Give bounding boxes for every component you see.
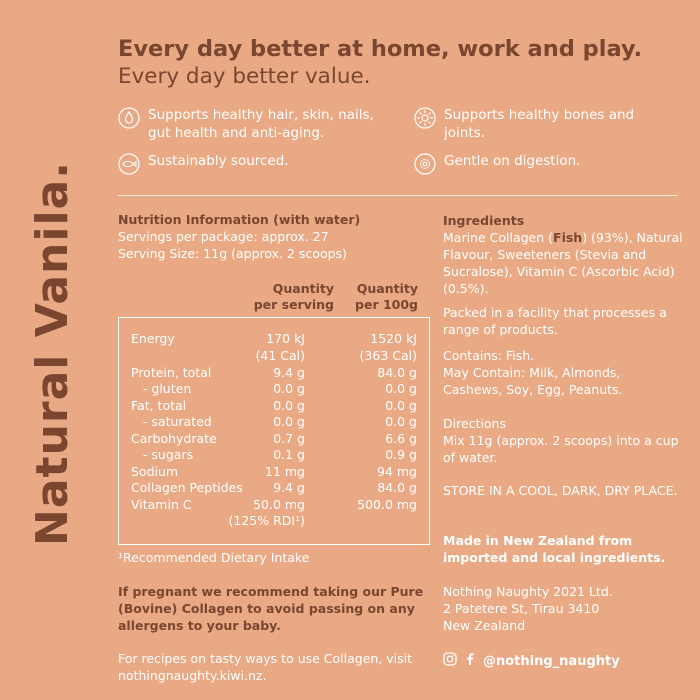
value-per-serving: 0.7 g [273, 431, 305, 446]
value-per-100g: (363 Cal) [359, 348, 417, 363]
servings-per-package: Servings per package: approx. 27 [118, 229, 329, 244]
value-per-serving: 9.4 g [273, 480, 305, 495]
row-label: Vitamin C [131, 497, 192, 512]
feature-text: Sustainably sourced. [148, 153, 289, 169]
feature-text: Supports healthy hair, skin, nails, gut health and anti-aging. [148, 107, 374, 141]
value-per-serving: (125% RDI¹) [228, 513, 305, 528]
column-header-line: per 100g [355, 297, 418, 312]
row-label: - sugars [131, 447, 194, 462]
nutrition-heading: Nutrition Information (with water) [118, 212, 361, 227]
row-label: Collagen Peptides [131, 480, 243, 495]
row-label: Energy [131, 331, 175, 346]
value-per-serving: 11 mg [265, 464, 305, 479]
value-per-serving: 9.4 g [273, 365, 305, 380]
table-row [119, 381, 429, 398]
company-name: Nothing Naughty 2021 Ltd. [443, 584, 613, 599]
row-label: - gluten [131, 381, 192, 396]
value-per-100g: 1520 kJ [370, 331, 417, 346]
feature-text: Gentle on digestion. [444, 153, 581, 169]
row-label: Protein, total [131, 365, 212, 380]
table-row [119, 365, 429, 382]
value-per-100g: 84.0 g [377, 480, 417, 495]
value-per-serving: 170 kJ [266, 331, 305, 346]
ingredients-text [443, 229, 683, 297]
made-in-nz: Made in New Zealand from imported and local ingredients. [443, 533, 666, 565]
column-header-per-100g [336, 281, 418, 313]
value-per-100g: 84.0 g [377, 365, 417, 380]
table-row [119, 431, 429, 448]
feature-sustainable [118, 152, 398, 175]
product-name-vertical [22, 160, 82, 546]
directions-heading: Directions [443, 416, 506, 431]
row-label: Sodium [131, 464, 179, 479]
storage-note: STORE IN A COOL, DARK, DRY PLACE. [443, 483, 678, 498]
ingredients-part: ) (93%), Natural Flavour, Sweeteners (Stevia and Sucralose), Vitamin C (Ascorbic Acid) (0.5%). [443, 230, 683, 296]
value-per-serving: 0.1 g [273, 447, 305, 462]
table-row [119, 497, 429, 514]
table-row [119, 513, 429, 530]
country: New Zealand [443, 618, 526, 633]
ingredients-section [443, 212, 683, 297]
facebook-icon[interactable] [463, 652, 477, 670]
feature-bones [414, 106, 674, 142]
value-per-100g: 0.0 g [385, 414, 417, 429]
column-header-line: Quantity [356, 281, 418, 296]
value-per-100g: 0.0 g [385, 398, 417, 413]
value-per-serving: (41 Cal) [255, 348, 305, 363]
subheadline: Every day better value. [118, 64, 371, 89]
instagram-icon[interactable] [443, 652, 457, 670]
gear-icon [414, 153, 436, 175]
value-per-serving: 0.0 g [273, 398, 305, 413]
fish-icon [118, 153, 140, 175]
product-name-text: Natural Vanila. [26, 160, 78, 546]
recipes-note: For recipes on tasty ways to use Collagen, visit nothingnaughty.kiwi.nz. [118, 651, 413, 683]
facility-note: Packed in a facility that processes a range of products. [443, 305, 667, 337]
nutrition-table [118, 317, 430, 545]
value-per-serving: 50.0 mg [253, 497, 305, 512]
row-label: Carbohydrate [131, 431, 217, 446]
table-row [119, 480, 429, 497]
feature-text: Supports healthy bones and joints. [444, 107, 635, 141]
ingredients-heading: Ingredients [443, 213, 525, 228]
table-row [119, 414, 429, 431]
sun-icon [414, 107, 436, 129]
value-per-100g: 0.9 g [385, 447, 417, 462]
allergen-highlight: Fish [553, 230, 583, 245]
street-address: 2 Patetere St, Tirau 3410 [443, 601, 600, 616]
table-row [119, 331, 429, 348]
rdi-footnote: ¹Recommended Dietary Intake [118, 550, 310, 565]
social-links [443, 652, 620, 670]
social-handle[interactable]: @nothing_naughty [483, 653, 620, 669]
table-row [119, 447, 429, 464]
ingredients-part: Marine Collagen ( [443, 230, 554, 245]
pregnancy-note: If pregnant we recommend taking our Pure (Bovine) Collagen to avoid passing on any allergens to your baby. [118, 584, 424, 633]
directions-text: Mix 11g (approx. 2 scoops) into a cup of water. [443, 433, 679, 465]
table-row [119, 398, 429, 415]
table-row [119, 348, 429, 365]
feature-hair-skin [118, 106, 398, 142]
serving-size: Serving Size: 11g (approx. 2 scoops) [118, 246, 347, 261]
row-label: Fat, total [131, 398, 187, 413]
value-per-100g: 500.0 mg [357, 497, 417, 512]
table-row [119, 464, 429, 481]
value-per-100g: 94 mg [377, 464, 417, 479]
row-label: - saturated [131, 414, 212, 429]
value-per-serving: 0.0 g [273, 381, 305, 396]
headline: Every day better at home, work and play. [118, 36, 643, 62]
value-per-100g: 6.6 g [385, 431, 417, 446]
column-header-per-serving [240, 281, 334, 313]
column-header-line: per serving [253, 297, 334, 312]
contains-allergens: Contains: Fish. [443, 348, 535, 363]
feature-digestion [414, 152, 674, 175]
may-contain: May Contain: Milk, Almonds, Cashews, Soy, Egg, Peanuts. [443, 365, 623, 397]
column-header-line: Quantity [272, 281, 334, 296]
section-divider [118, 195, 678, 196]
value-per-100g: 0.0 g [385, 381, 417, 396]
company-address [443, 583, 683, 634]
droplet-icon [118, 107, 140, 129]
value-per-serving: 0.0 g [273, 414, 305, 429]
